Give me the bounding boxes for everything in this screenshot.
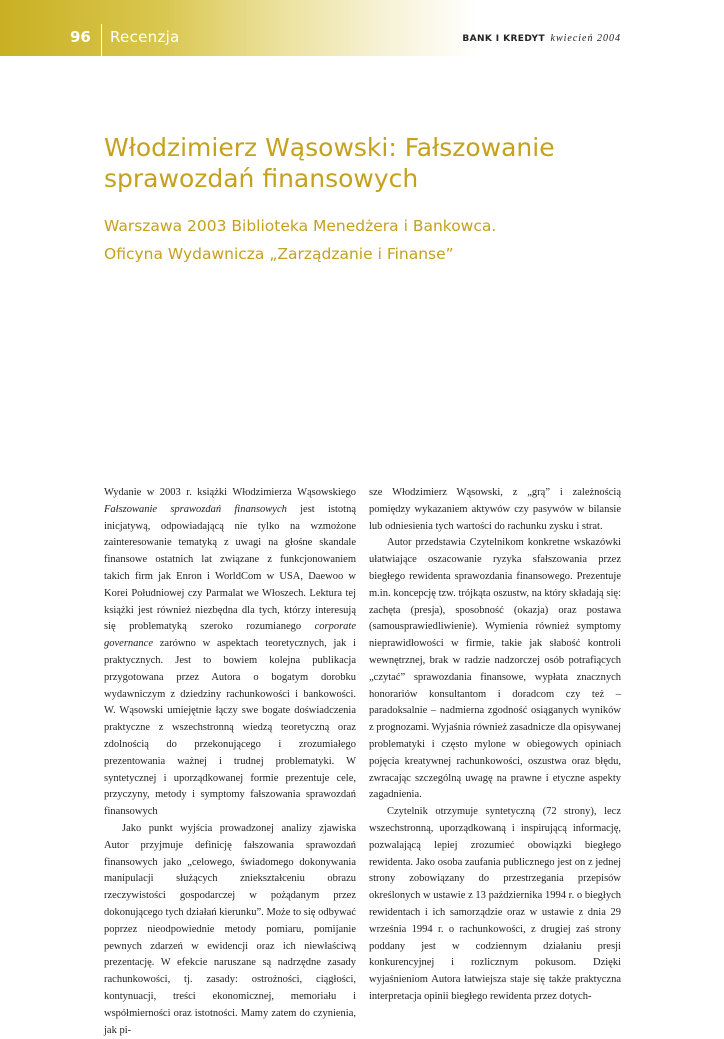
body-column-right	[369, 485, 621, 1006]
page-number: 96	[70, 28, 91, 46]
issue-date: kwiecień 2004	[550, 33, 621, 44]
magazine-name: BANK I KREDYT	[462, 34, 546, 44]
body-column-left	[104, 485, 356, 1039]
paragraph-text: jest istotną inicjatywą, odpowiadającą nie tylko na wzmożone zainteresowanie tematyką z uwagi na głośne skandale finansowe ostatnich lat związane z funkcjonowaniem takich firm jak Enron i WorldCom w USA, Daewoo w Korei Południowej czy Parmalat we Włoszech. Lektura tej książki jest również niezbędna dla tych, którzy interesują się problematyką szeroko rozumianego	[104, 503, 356, 633]
term-italic: corporate governance	[104, 621, 356, 650]
section-label: Recenzja	[110, 28, 180, 46]
paragraph: Autor przedstawia Czytelnikom konkretne wskazówki ułatwiające oszacowanie ryzyka sfałszowania przez biegłego rewidenta sprawozdania finansowego. Prezentuje m.in. koncepcję tzw. trójkąta oszustw, na który składają się: zachęta (presja), sposobność (okazja) oraz postawa (samousprawiedliwienie). Wymienia również symptomy nieprawidłowości w firmie, takie jak słabość kontroli wewnętrznej, brak w radzie nadzorczej osób potrafiących „czytać” sprawozdania finansowe, wypłata znacznych honorariów konsultantom i doradcom czy też – paradoksalnie – nadmierna zgodność osiąganych wyników z prognozami. Wyjaśnia również zasadnicze dla opisywanej problematyki i często mylone w obiegowych opiniach pojęcia kreatywnej rachunkowości, oszustwa oraz błędu, zwracając szczególną uwagę na prawne i etyczne aspekty zagadnienia.	[369, 537, 621, 801]
paragraph: sze Włodzimierz Wąsowski, z „grą” i zależnością pomiędzy wykazaniem aktywów czy pasywów w bilansie lub odniesienia tych wartości do rachunku zysku i strat.	[369, 487, 621, 532]
section-divider	[101, 24, 102, 56]
article-subtitle	[104, 212, 664, 268]
paragraph: Jako punkt wyjścia prowadzonej analizy zjawiska Autor przyjmuje definicję fałszowania sprawozdań finansowych jako „celowego, świadomego dokonywania manipulacji służących zniekształceniu obrazu rzeczywistości gospodarczej w pożądanym przez dokonującego tych działań kierunku”. Może to się odbywać poprzez nieodpowiednie metody pomiaru, pomijanie pewnych zdarzeń w ewidencji oraz ich niewłaściwą prezentację. W efekcie naruszane są nadrzędne zasady rachunkowości, tj. zasady: ostrożności, ciągłości, kontynuacji, treści ekonomicznej, memoriału i współmierności oraz istotności. Mamy zatem do czynienia, jak pi-	[104, 822, 356, 1036]
masthead	[462, 33, 621, 44]
header-band	[0, 0, 724, 56]
book-title-italic: Fałszowanie sprawozdań finansowych	[104, 503, 287, 515]
subtitle-line-2: Oficyna Wydawnicza „Zarządzanie i Finanse”	[104, 245, 454, 263]
paragraph: Czytelnik otrzymuje syntetyczną (72 strony), lecz wszechstronną, uporządkowaną i inspirującą informację, pozwalającą lepiej zrozumieć obowiązki biegłego rewidenta. Jako osoba zaufania publicznego jest on z jednej strony zobowiązany do przestrzegania przepisów określonych w ustawie z 13 października 1994 r. o biegłych rewidentach i ich samorządzie oraz w ustawie z dnia 29 września 1994 r. o rachunkowości, z drugiej zaś strony poddany jest w codziennym działaniu presji konkurencyjnej i rozlicznym pokusom. Dzięki wyjaśnieniom Autora łatwiejsza staje się także praktyczna interpretacja opinii biegłego rewidenta przez dotych-	[369, 806, 621, 1002]
paragraph-text: Wydanie w 2003 r. książki Włodzimierza Wąsowskiego	[104, 487, 356, 498]
paragraph-text: zarówno w aspektach teoretycznych, jak i praktycznych. Jest to bowiem kolejna publikacja przygotowana przez Autora o bogatym dorobku wydawniczym z dziedziny rachunkowości i bankowości. W. Wąsowski umiejętnie łączy swe bogate doświadczenia praktyczne z wszechstronną wiedzą teoretyczną oraz zdolnością do przekonującego i zrozumiałego prezentowania ważnej i trudnej problematyki. W syntetycznej i uporządkowanej formie prezentuje cele, przyczyny, metody i symptomy fałszowania sprawozdań finansowych	[104, 638, 356, 818]
subtitle-line-1: Warszawa 2003 Biblioteka Menedżera i Bankowca.	[104, 217, 497, 235]
paragraph	[104, 485, 356, 821]
article-title: Włodzimierz Wąsowski: Fałszowanie sprawozdań finansowych	[104, 133, 555, 193]
